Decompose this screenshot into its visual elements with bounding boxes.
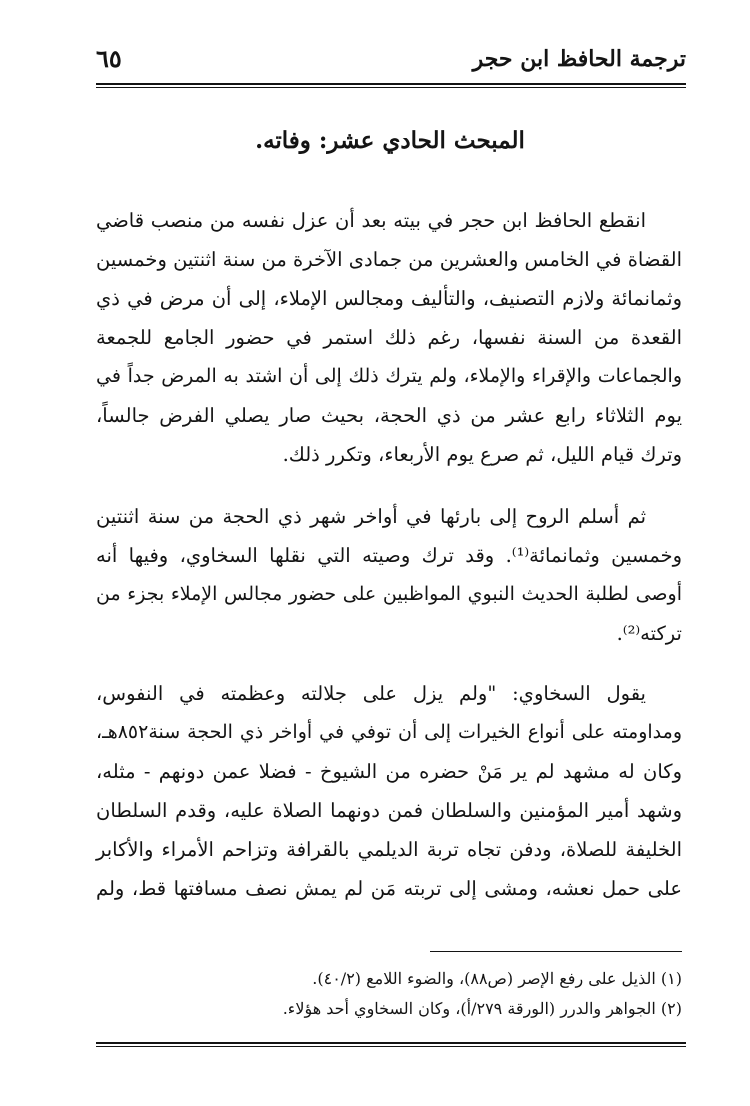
paragraph-line: تركته⁽²⁾. [616, 622, 682, 645]
paragraph-line: وشهد أمير المؤمنين والسلطان فمن دونهما الصلاة عليه، وقدم السلطان [96, 799, 682, 822]
bottom-rule [96, 1042, 686, 1047]
footnote-1: (١) الذيل على رفع الإصر (ص٨٨)، والضوء اللامع (٤٠/٢). [312, 969, 682, 988]
paragraph-line: وثمانمائة ولازم التصنيف، والتأليف ومجالس الإملاء، إلى أن مرض في ذي [96, 287, 682, 310]
paragraph-line: أوصى لطلبة الحديث النبوي المواظبين على حضور مجالس الإملاء بجزء من [96, 583, 682, 605]
paragraph-line: يوم الثلاثاء رابع عشر من ذي الحجة، بحيث صار يصلي الفرض جالساً، [96, 404, 682, 427]
paragraph-1 [96, 201, 682, 474]
running-header-title: ترجمة الحافظ ابن حجر [472, 46, 686, 72]
page-number: ٦٥ [96, 44, 122, 73]
paragraph-line: ثم أسلم الروح إلى بارئها في أواخر شهر ذي الحجة من سنة اثنتين [96, 505, 646, 528]
paragraph-line: وترك قيام الليل، ثم صرع يوم الأربعاء، وتكرر ذلك. [282, 443, 682, 466]
footnote-rule [430, 951, 682, 952]
footnote-2: (٢) الجواهر والدرر (الورقة ٢٧٩/أ)، وكان السخاوي أحد هؤلاء. [282, 999, 682, 1018]
running-header [96, 42, 686, 82]
paragraph-line: يقول السخاوي: "ولم يزل على جلالته وعظمته في النفوس، [96, 682, 646, 705]
header-rule [96, 83, 686, 88]
paragraph-line: انقطع الحافظ ابن حجر في بيته بعد أن عزل نفسه من منصب قاضي [96, 209, 646, 232]
paragraph-line: والجماعات والإقراء والإملاء، ولم يترك ذلك إلى أن اشتد به المرض جداً في [96, 365, 682, 387]
section-heading: المبحث الحادي عشر: وفاته. [255, 127, 525, 154]
paragraph-line: ومداومته على أنواع الخيرات إلى أن توفي في أواخر ذي الحجة سنة٨٥٢هـ، [96, 721, 682, 743]
paragraph-line: وكان له مشهد لم ير مَنْ حضره من الشيوخ - فضلا عمن دونهم - مثله، [96, 760, 682, 783]
paragraph-line: الخليفة للصلاة، ودفن تجاه تربة الديلمي بالقرافة وتزاحم الأمراء والأكابر [96, 838, 682, 861]
paragraph-line: على حمل نعشه، ومشى إلى تربته مَن لم يمش نصف مسافتها قط، ولم [96, 877, 682, 900]
paragraph-2 [96, 497, 682, 653]
paragraph-line: القضاة في الخامس والعشرين من جمادى الآخرة من سنة اثنتين وخمسين [96, 248, 682, 271]
paragraph-line: وخمسين وثمانمائة⁽¹⁾. وقد ترك وصيته التي نقلها السخاوي، وفيها أنه [96, 544, 682, 567]
paragraph-3 [96, 674, 682, 908]
paragraph-line: القعدة من السنة نفسها، رغم ذلك استمر في حضور الجامع للجمعة [96, 326, 682, 349]
footnotes [96, 964, 682, 1024]
